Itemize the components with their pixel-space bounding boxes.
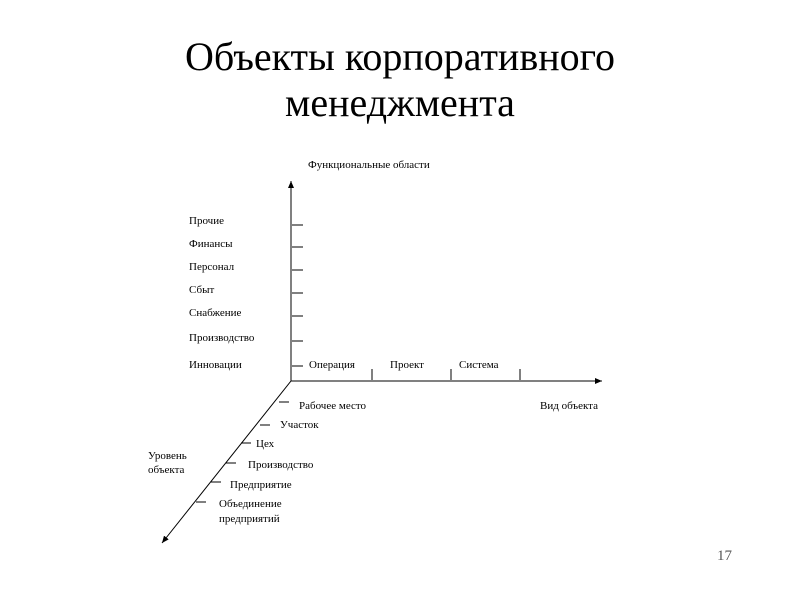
- functional-area-label: Снабжение: [189, 307, 242, 319]
- object-level-label-line1: Объединение: [219, 498, 282, 510]
- slide-title-line1: Объекты корпоративного: [184, 34, 616, 79]
- functional-area-label: Прочие: [189, 215, 224, 227]
- object-type-label: Проект: [390, 359, 424, 371]
- object-level-label: Предприятие: [230, 479, 292, 491]
- object-level-label: Участок: [280, 419, 319, 431]
- functional-area-label: Инновации: [189, 359, 242, 371]
- functional-area-label: Производство: [189, 332, 255, 344]
- object-type-label: Операция: [309, 359, 355, 371]
- functional-area-label: Сбыт: [189, 284, 215, 296]
- object-level-label: Производство: [248, 459, 314, 471]
- y-axis-label: Функциональные области: [308, 159, 430, 171]
- page-number: 17: [717, 548, 732, 564]
- slide-title-line2: менеджмента: [285, 80, 515, 125]
- z-axis-label-line2: объекта: [148, 464, 185, 476]
- functional-area-label: Финансы: [189, 238, 233, 250]
- object-level-label-line2: предприятий: [219, 513, 280, 525]
- x-axis-label: Вид объекта: [540, 400, 598, 412]
- object-level-label: Цех: [256, 438, 275, 450]
- object-type-label: Система: [459, 359, 499, 371]
- object-level-label: Рабочее место: [299, 400, 367, 412]
- z-axis-label-line1: Уровень: [148, 450, 187, 462]
- functional-area-label: Персонал: [189, 261, 235, 273]
